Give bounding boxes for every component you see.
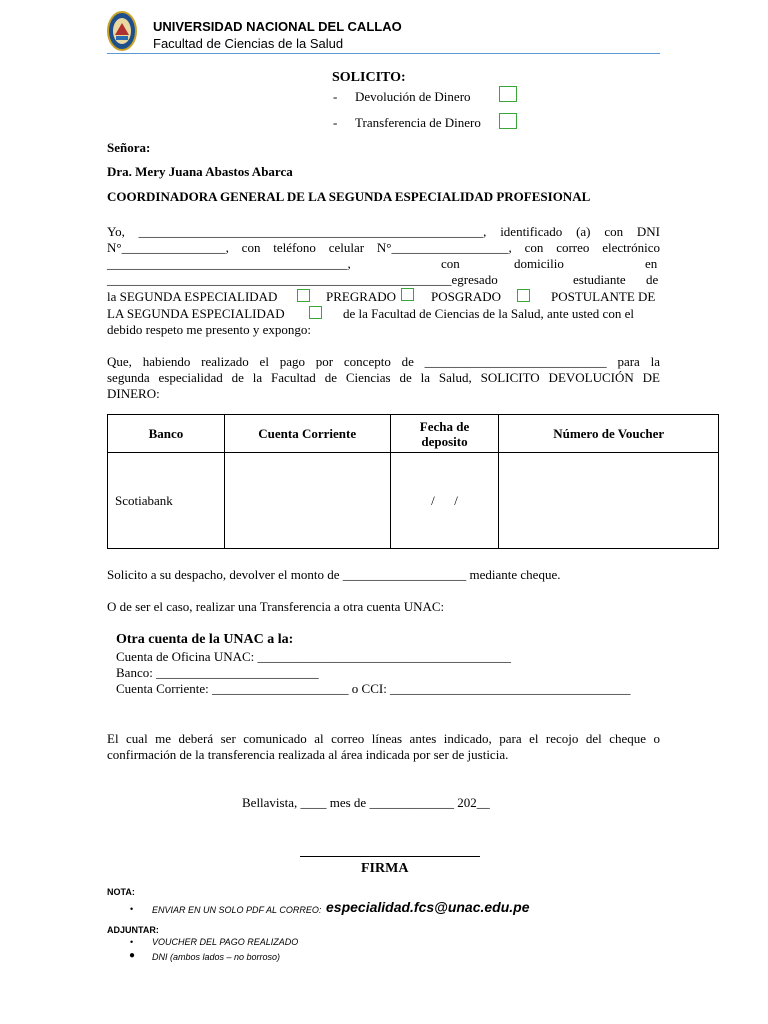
postulante-label: POSTULANTE DE — [551, 289, 656, 304]
option-dash-2: - — [333, 115, 338, 130]
body-line-1: Yo, _____________________________________________________, identificado (a) con DNI — [107, 224, 660, 239]
otra-cuenta-banco: Banco: _________________________ — [116, 665, 319, 680]
pregrado-label: PREGRADO — [326, 289, 397, 304]
posgrado-checkbox[interactable] — [517, 289, 530, 302]
que-line-3: DINERO: — [107, 386, 160, 401]
addressee-position: COORDINADORA GENERAL DE LA SEGUNDA ESPECIALIDAD PROFESIONAL — [107, 189, 591, 204]
adjuntar-title: ADJUNTAR: — [107, 925, 159, 935]
body-line-3-con: con — [441, 256, 460, 271]
cell-voucher[interactable] — [499, 453, 719, 549]
solicito-monto-line: Solicito a su despacho, devolver el monto de ___________________ mediante cheque. — [107, 567, 561, 582]
posgrado-label: POSGRADO — [431, 289, 502, 304]
faculty-name: Facultad de Ciencias de la Salud — [153, 36, 344, 51]
body-line-6 — [107, 305, 660, 321]
body-line-4-blank: _____________________________________________________egresado — [107, 272, 498, 287]
body-line-5 — [107, 288, 660, 304]
body-line-7: debido respeto me presento y expongo: — [107, 322, 311, 337]
header-fecha-line-2: deposito — [421, 433, 468, 449]
body-line-3-en: en — [645, 256, 658, 271]
nota-bullet: • — [130, 904, 134, 914]
body-line-3 — [107, 256, 660, 271]
transferencia-checkbox[interactable] — [499, 112, 517, 130]
body-line-4-de: de — [646, 272, 659, 287]
body-line-3-blank: _____________________________________, — [107, 256, 351, 271]
segunda-especialidad-checkbox[interactable] — [297, 289, 310, 302]
header-fecha-line-1: Fecha de — [419, 418, 470, 434]
header-numero-voucher: Número de Voucher — [499, 415, 719, 453]
option-dash-1: - — [333, 89, 338, 104]
closing-line-2: confirmación de la transferencia realizada al área indicada por ser de justicia. — [107, 747, 509, 762]
university-name: UNIVERSIDAD NACIONAL DEL CALLAO — [153, 19, 402, 34]
header-cuenta-corriente: Cuenta Corriente — [224, 415, 390, 453]
salutation: Señora: — [107, 140, 151, 155]
university-logo — [107, 11, 137, 51]
postulante-checkbox[interactable] — [309, 306, 322, 319]
que-line-1: Que, habiendo realizado el pago por concepto de ____________________________ para la — [107, 354, 660, 369]
body-line-4-estudiante: estudiante — [573, 272, 626, 287]
header-divider — [107, 53, 660, 54]
signature-line — [300, 856, 480, 857]
segunda-especialidad-label: la SEGUNDA ESPECIALIDAD — [107, 289, 278, 304]
adjuntar-bullet-1: • — [130, 937, 134, 947]
table-row — [108, 453, 719, 549]
body-line-4 — [107, 272, 660, 287]
header-fecha-deposito — [390, 415, 499, 453]
otra-cuenta-corriente: Cuenta Corriente: _____________________ o CCI: _____________________________________ — [116, 681, 631, 696]
otra-cuenta-oficina: Cuenta de Oficina UNAC: _______________________________________ — [116, 649, 512, 664]
deposit-table — [107, 414, 719, 549]
cell-cuenta[interactable] — [224, 453, 390, 549]
addressee-name: Dra. Mery Juana Abastos Abarca — [107, 164, 293, 179]
que-line-2: segunda especialidad de la Facultad de Ciencias de la Salud, SOLICITO DEVOLUCIÓN DE — [107, 370, 660, 385]
adjuntar-item-dni: DNI (ambos lados – no borroso) — [152, 952, 281, 962]
adjuntar-item-voucher: VOUCHER DEL PAGO REALIZADO — [152, 937, 299, 947]
otra-cuenta-title: Otra cuenta de la UNAC a la: — [116, 632, 294, 647]
pregrado-checkbox[interactable] — [401, 288, 414, 301]
option-devolucion-label: Devolución de Dinero — [355, 89, 471, 104]
devolucion-checkbox[interactable] — [499, 85, 517, 103]
segunda-especialidad-label-2: LA SEGUNDA ESPECIALIDAD — [107, 306, 285, 321]
option-transferencia-label: Transferencia de Dinero — [355, 115, 481, 130]
transfer-line: O de ser el caso, realizar una Transferencia a otra cuenta UNAC: — [107, 599, 445, 614]
body-line-2: N°________________, con teléfono celular N°__________________, con correo electrónico — [107, 240, 660, 255]
nota-title: NOTA: — [107, 887, 135, 897]
date-line: Bellavista, ____ mes de _____________ 202__ — [242, 795, 490, 810]
solicito-title: SOLICITO: — [332, 70, 406, 85]
nota-item: ENVIAR EN UN SOLO PDF AL CORREO: — [152, 905, 322, 915]
closing-line-1: El cual me deberá ser comunicado al correo líneas antes indicado, para el recojo del cheque o — [107, 731, 660, 746]
body-line-6-rest: de la Facultad de Ciencias de la Salud, ante usted con el — [343, 306, 634, 321]
table-header-row — [108, 415, 719, 453]
firma-label: FIRMA — [361, 861, 409, 876]
cell-banco: Scotiabank — [108, 453, 225, 549]
nota-email[interactable]: especialidad.fcs@unac.edu.pe — [326, 899, 530, 915]
body-line-3-domicilio: domicilio — [514, 256, 564, 271]
cell-fecha[interactable]: / / — [390, 453, 499, 549]
adjuntar-bullet-2: ● — [129, 950, 136, 961]
header-banco: Banco — [108, 415, 225, 453]
